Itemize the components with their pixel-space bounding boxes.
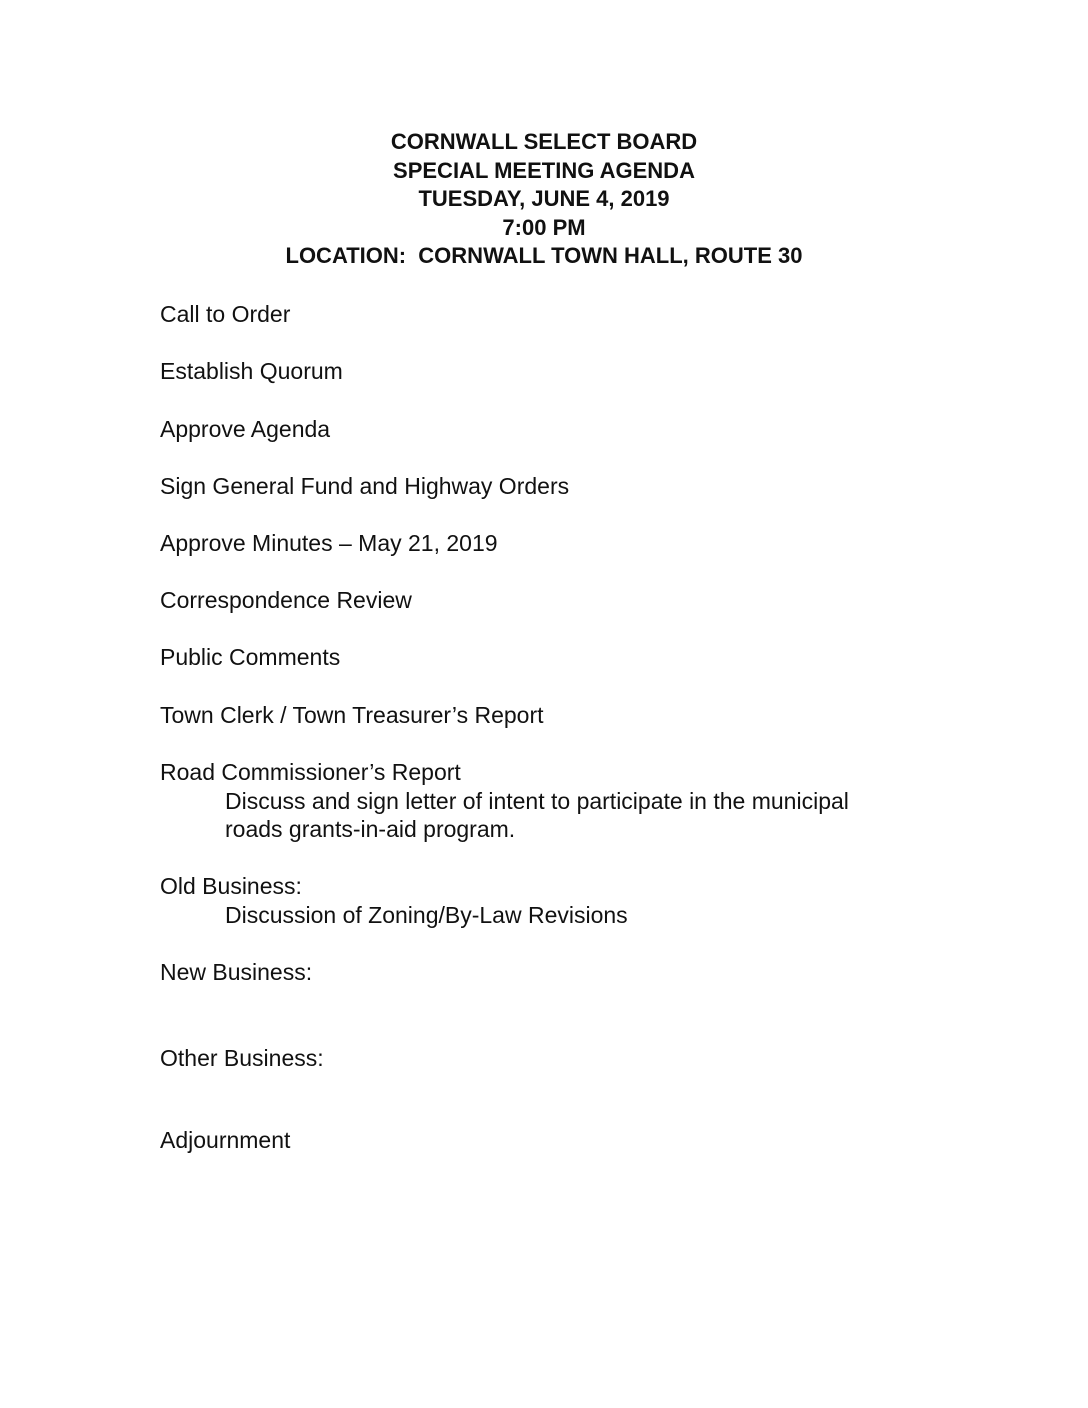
agenda-item-sign-orders: Sign General Fund and Highway Orders — [160, 473, 570, 499]
road-report-detail-line1: Discuss and sign letter of intent to participate in the municipal — [225, 788, 849, 814]
agenda-item-other-business: Other Business: — [160, 1045, 324, 1071]
agenda-item-adjournment: Adjournment — [160, 1127, 291, 1153]
old-business-detail: Discussion of Zoning/By-Law Revisions — [225, 902, 628, 928]
agenda-item-approve-minutes: Approve Minutes – May 21, 2019 — [160, 530, 498, 556]
meeting-type: SPECIAL MEETING AGENDA — [393, 157, 695, 183]
board-title: CORNWALL SELECT BOARD — [390, 129, 698, 154]
agenda-item-public-comments: Public Comments — [160, 644, 341, 670]
meeting-location: LOCATION: CORNWALL TOWN HALL, ROUTE 30 — [285, 243, 803, 268]
agenda-item-call-to-order: Call to Order — [160, 301, 291, 327]
road-report-detail-line2: roads grants-in-aid program. — [225, 816, 516, 842]
meeting-date: TUESDAY, JUNE 4, 2019 — [418, 186, 670, 211]
agenda-item-clerk-report: Town Clerk / Town Treasurer’s Report — [160, 702, 544, 728]
agenda-item-old-business: Old Business: — [160, 873, 302, 899]
agenda-item-approve-agenda: Approve Agenda — [160, 416, 331, 442]
agenda-item-establish-quorum: Establish Quorum — [160, 358, 343, 384]
agenda-item-new-business: New Business: — [160, 959, 313, 985]
agenda-header — [0, 128, 1088, 271]
agenda-item-road-report: Road Commissioner’s Report — [160, 759, 461, 785]
agenda-item-correspondence: Correspondence Review — [160, 587, 412, 613]
meeting-time: 7:00 PM — [502, 214, 586, 240]
